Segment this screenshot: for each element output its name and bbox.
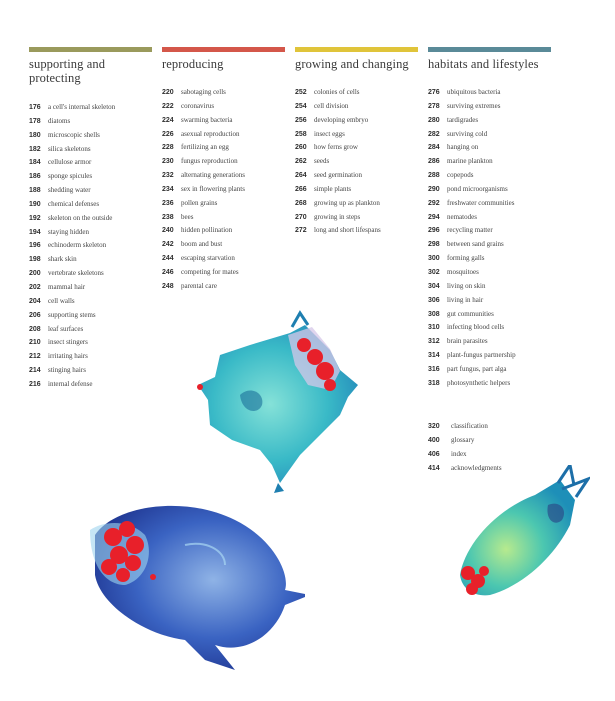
toc-page-number: 298 xyxy=(428,241,440,249)
toc-entry-label: seed germination xyxy=(314,171,363,180)
toc-entry-label: copepods xyxy=(447,171,474,180)
toc-page-number: 264 xyxy=(295,172,307,180)
rotifer-illustration-center xyxy=(180,305,380,495)
toc-entry-label: vertebrate skeletons xyxy=(48,269,104,278)
toc-page-number: 316 xyxy=(428,365,440,373)
toc-page-number: 292 xyxy=(428,199,440,207)
toc-entry-label: seeds xyxy=(314,157,330,166)
toc-page-number: 230 xyxy=(162,158,174,166)
toc-entry xyxy=(162,252,245,266)
toc-page-number: 300 xyxy=(428,255,440,263)
toc-entry-label: living in hair xyxy=(447,295,484,304)
toc-page-number: 202 xyxy=(29,283,41,291)
toc-entry xyxy=(162,86,245,100)
toc-entry xyxy=(29,350,115,364)
rotifer-illustration-right xyxy=(450,465,590,605)
toc-entry-label: how ferns grow xyxy=(314,143,358,152)
toc-entry xyxy=(29,129,115,143)
toc-page-number: 182 xyxy=(29,145,41,153)
toc-page-number: 318 xyxy=(428,379,440,387)
section-title-supporting: supporting and protecting xyxy=(29,57,106,85)
toc-entry-label: nematodes xyxy=(447,212,477,221)
toc-entry-label: sex in flowering plants xyxy=(181,184,245,193)
toc-page-number: 242 xyxy=(162,241,174,249)
toc-entry xyxy=(428,100,516,114)
toc-entry-label: glossary xyxy=(451,435,475,444)
toc-entry-label: parental care xyxy=(181,281,217,290)
toc-entry-label: coronavirus xyxy=(181,101,215,110)
toc-page-number: 414 xyxy=(428,464,440,472)
toc-page-number: 406 xyxy=(428,450,440,458)
toc-entry-label: fertilizing an egg xyxy=(181,143,229,152)
toc-entry-label: forming galls xyxy=(447,254,485,263)
toc-entry xyxy=(29,378,115,392)
toc-entry-label: bees xyxy=(181,212,194,221)
toc-entry xyxy=(29,267,115,281)
toc-page-number: 304 xyxy=(428,282,440,290)
toc-page-number: 194 xyxy=(29,228,41,236)
toc-page-number: 244 xyxy=(162,255,174,263)
toc-entry-label: boom and bust xyxy=(181,240,223,249)
toc-page-number: 306 xyxy=(428,296,440,304)
toc-entry-label: insect stingers xyxy=(48,338,88,347)
toc-entry xyxy=(162,114,245,128)
toc-page-number: 204 xyxy=(29,297,41,305)
toc-entry-label: gut communities xyxy=(447,309,494,318)
toc-entry xyxy=(29,336,115,350)
section-bar-reproducing xyxy=(162,47,285,52)
toc-entry-label: part fungus, part alga xyxy=(447,364,507,373)
toc-entry xyxy=(29,239,115,253)
toc-page-number: 258 xyxy=(295,130,307,138)
toc-page-number: 270 xyxy=(295,213,307,221)
toc-entry-label: echinoderm skeleton xyxy=(48,241,107,250)
toc-entry xyxy=(29,184,115,198)
toc-entry-label: cell division xyxy=(314,101,349,110)
toc-entry xyxy=(428,197,516,211)
toc-page-number: 312 xyxy=(428,338,440,346)
toc-page-number: 220 xyxy=(162,89,174,96)
toc-page-number: 208 xyxy=(29,325,41,333)
toc-entry-label: mosquitoes xyxy=(447,267,479,276)
toc-page-number: 400 xyxy=(428,436,440,444)
toc-entry xyxy=(428,308,516,322)
toc-page-number: 200 xyxy=(29,270,41,278)
toc-page-number: 246 xyxy=(162,268,174,276)
toc-entry xyxy=(162,280,245,294)
toc-entry-label: photosynthetic helpers xyxy=(447,378,511,387)
toc-entry-label: classification xyxy=(451,422,488,430)
toc-entry-label: diatoms xyxy=(48,116,71,125)
toc-page-number: 222 xyxy=(162,102,174,110)
toc-entry-label: fungus reproduction xyxy=(181,157,238,166)
toc-entry xyxy=(428,349,516,363)
toc-entry xyxy=(29,309,115,323)
toc-entry xyxy=(162,238,245,252)
toc-entry xyxy=(29,170,115,184)
toc-entry xyxy=(428,335,516,349)
toc-entry xyxy=(29,212,115,226)
toc-entry-label: skeleton on the outside xyxy=(48,213,113,222)
toc-entry xyxy=(428,434,502,448)
toc-entry xyxy=(162,128,245,142)
toc-page-number: 196 xyxy=(29,242,41,250)
toc-entry-label: ubiquitous bacteria xyxy=(447,88,501,96)
toc-page-number: 212 xyxy=(29,353,41,361)
section-title-growing: growing and changing xyxy=(295,57,409,71)
toc-entry xyxy=(428,86,516,100)
toc-entry-label: mammal hair xyxy=(48,282,86,291)
toc-page-number: 236 xyxy=(162,199,174,207)
toc-page-number: 280 xyxy=(428,116,440,124)
toc-entry xyxy=(29,253,115,267)
toc-entry xyxy=(428,211,516,225)
toc-entry-label: alternating generations xyxy=(181,171,245,180)
toc-entry xyxy=(162,100,245,114)
toc-entry-label: a cell's internal skeleton xyxy=(48,103,116,111)
toc-page-number: 176 xyxy=(29,104,41,111)
toc-page-number: 232 xyxy=(162,172,174,180)
toc-entry-label: surviving cold xyxy=(447,129,488,138)
toc-page-number: 228 xyxy=(162,144,174,152)
toc-page-number: 216 xyxy=(29,380,41,388)
toc-entry-label: acknowledgments xyxy=(451,463,502,472)
toc-entry xyxy=(162,183,245,197)
toc-entry xyxy=(428,141,516,155)
toc-page-number: 192 xyxy=(29,214,41,222)
toc-entry xyxy=(295,169,381,183)
toc-page-number: 178 xyxy=(29,117,41,125)
toc-entry xyxy=(428,377,516,391)
toc-entry-label: swarming bacteria xyxy=(181,115,233,124)
toc-page-number: 262 xyxy=(295,158,307,166)
toc-entry xyxy=(428,252,516,266)
toc-entry-label: cell walls xyxy=(48,296,75,305)
toc-page-number: 290 xyxy=(428,185,440,193)
toc-page-number: 276 xyxy=(428,89,440,96)
toc-page-number: 186 xyxy=(29,173,41,181)
toc-entry-label: index xyxy=(451,449,467,458)
toc-entry xyxy=(29,364,115,378)
toc-entry-label: colonies of cells xyxy=(314,88,360,96)
toc-entry xyxy=(295,128,381,142)
toc-page-number: 256 xyxy=(295,116,307,124)
toc-entry xyxy=(162,197,245,211)
toc-entry-label: growing in steps xyxy=(314,212,361,221)
toc-entry xyxy=(295,211,381,225)
toc-entry-label: shedding water xyxy=(48,186,91,195)
toc-entry xyxy=(162,141,245,155)
toc-entry-label: leaf surfaces xyxy=(48,324,84,333)
toc-entry xyxy=(428,420,502,434)
toc-entry xyxy=(29,295,115,309)
toc-entry xyxy=(29,115,115,129)
toc-entry-label: sabotaging cells xyxy=(181,88,226,96)
toc-entry xyxy=(428,294,516,308)
toc-page-number: 260 xyxy=(295,144,307,152)
toc-entry xyxy=(295,155,381,169)
toc-entry-label: pond microorganisms xyxy=(447,184,508,193)
toc-entry xyxy=(162,266,245,280)
toc-entry-label: staying hidden xyxy=(48,227,90,236)
toc-entry-label: stinging hairs xyxy=(48,366,86,375)
toc-entry-label: living on skin xyxy=(447,281,486,290)
section-bar-supporting xyxy=(29,47,152,52)
toc-page-number: 286 xyxy=(428,158,440,166)
toc-entry-label: irritating hairs xyxy=(48,352,88,361)
toc-page-number: 226 xyxy=(162,130,174,138)
toc-entry xyxy=(29,143,115,157)
toc-page-number: 254 xyxy=(295,102,307,110)
toc-entry-label: hidden pollination xyxy=(181,226,233,235)
toc-page-number: 272 xyxy=(295,227,307,235)
toc-entry xyxy=(162,211,245,225)
toc-entry xyxy=(428,155,516,169)
toc-page-number: 238 xyxy=(162,213,174,221)
toc-page-number: 206 xyxy=(29,311,41,319)
toc-entry-label: cellulose armor xyxy=(48,158,92,167)
toc-entry-label: sponge spicules xyxy=(48,172,93,181)
toc-entry-label: surviving extremes xyxy=(447,101,501,110)
toc-list-growing xyxy=(295,86,381,238)
toc-entry-label: infecting blood cells xyxy=(447,323,505,332)
toc-page-number: 310 xyxy=(428,324,440,332)
toc-entry xyxy=(428,169,516,183)
toc-page-number: 314 xyxy=(428,352,440,360)
toc-page-number: 288 xyxy=(428,172,440,180)
toc-page-number: 268 xyxy=(295,199,307,207)
toc-entry-label: long and short lifespans xyxy=(314,226,381,235)
toc-page-number: 282 xyxy=(428,130,440,138)
toc-entry xyxy=(295,100,381,114)
toc-entry-label: silica skeletons xyxy=(48,144,91,153)
toc-entry xyxy=(428,224,516,238)
toc-entry-label: pollen grains xyxy=(181,198,218,207)
toc-entry xyxy=(428,448,502,462)
toc-entry-label: brain parasites xyxy=(447,337,488,346)
rotifer-illustration-left xyxy=(75,495,305,675)
toc-entry xyxy=(162,155,245,169)
toc-entry-label: chemical defenses xyxy=(48,199,100,208)
toc-entry-label: microscopic shells xyxy=(48,130,100,139)
toc-entry xyxy=(428,321,516,335)
toc-page-number: 266 xyxy=(295,185,307,193)
toc-entry-label: internal defense xyxy=(48,379,93,388)
toc-page-number: 320 xyxy=(428,423,440,430)
section-bar-habitats xyxy=(428,47,551,52)
toc-entry xyxy=(428,266,516,280)
toc-entry-label: marine plankton xyxy=(447,157,493,166)
toc-entry xyxy=(29,198,115,212)
toc-entry-label: plant-fungus partnership xyxy=(447,351,516,360)
toc-page-number: 240 xyxy=(162,227,174,235)
toc-page-number: 198 xyxy=(29,256,41,264)
toc-entry xyxy=(29,101,115,115)
toc-entry xyxy=(428,238,516,252)
toc-page-number: 180 xyxy=(29,131,41,139)
toc-page-number: 278 xyxy=(428,102,440,110)
toc-entry-label: recycling matter xyxy=(447,226,493,235)
toc-page-number: 284 xyxy=(428,144,440,152)
toc-entry xyxy=(29,226,115,240)
toc-entry xyxy=(428,363,516,377)
toc-page-number: 188 xyxy=(29,187,41,195)
toc-entry-label: asexual reproduction xyxy=(181,129,240,138)
toc-page-number: 184 xyxy=(29,159,41,167)
toc-entry-label: developing embryo xyxy=(314,115,369,124)
toc-page-number: 248 xyxy=(162,282,174,290)
toc-page-number: 296 xyxy=(428,227,440,235)
toc-entry xyxy=(29,281,115,295)
toc-list-habitats xyxy=(428,86,516,391)
section-title-habitats: habitats and lifestyles xyxy=(428,57,539,71)
toc-entry-label: hanging on xyxy=(447,143,479,152)
toc-entry xyxy=(428,114,516,128)
toc-entry-label: tardigrades xyxy=(447,115,479,124)
toc-list-reproducing xyxy=(162,86,245,294)
toc-entry xyxy=(295,183,381,197)
toc-entry xyxy=(295,114,381,128)
toc-page-number: 190 xyxy=(29,200,41,208)
toc-entry xyxy=(295,197,381,211)
toc-entry-label: supporting stems xyxy=(48,310,96,319)
toc-page-number: 252 xyxy=(295,89,307,96)
toc-entry xyxy=(428,128,516,142)
toc-entry-label: freshwater communities xyxy=(447,198,515,207)
toc-page-number: 294 xyxy=(428,213,440,221)
toc-entry-label: shark skin xyxy=(48,255,77,264)
toc-entry-label: insect eggs xyxy=(314,129,345,138)
toc-entry-label: escaping starvation xyxy=(181,254,235,263)
toc-entry-label: simple plants xyxy=(314,184,352,193)
toc-entry-label: between sand grains xyxy=(447,240,504,249)
toc-entry xyxy=(295,141,381,155)
toc-page-number: 308 xyxy=(428,310,440,318)
toc-entry xyxy=(162,169,245,183)
toc-page-number: 302 xyxy=(428,268,440,276)
toc-page-number: 234 xyxy=(162,185,174,193)
section-bar-growing xyxy=(295,47,418,52)
toc-entry-label: competing for mates xyxy=(181,267,239,276)
toc-page-number: 214 xyxy=(29,367,41,375)
toc-entry xyxy=(295,224,381,238)
toc-list-supporting xyxy=(29,101,115,392)
toc-entry xyxy=(428,183,516,197)
toc-page-number: 210 xyxy=(29,339,41,347)
toc-entry xyxy=(162,224,245,238)
toc-entry xyxy=(29,323,115,337)
toc-entry xyxy=(295,86,381,100)
toc-entry xyxy=(428,280,516,294)
toc-entry-label: growing up as plankton xyxy=(314,198,380,207)
toc-entry xyxy=(29,156,115,170)
section-title-reproducing: reproducing xyxy=(162,57,224,71)
toc-page-number: 224 xyxy=(162,116,174,124)
